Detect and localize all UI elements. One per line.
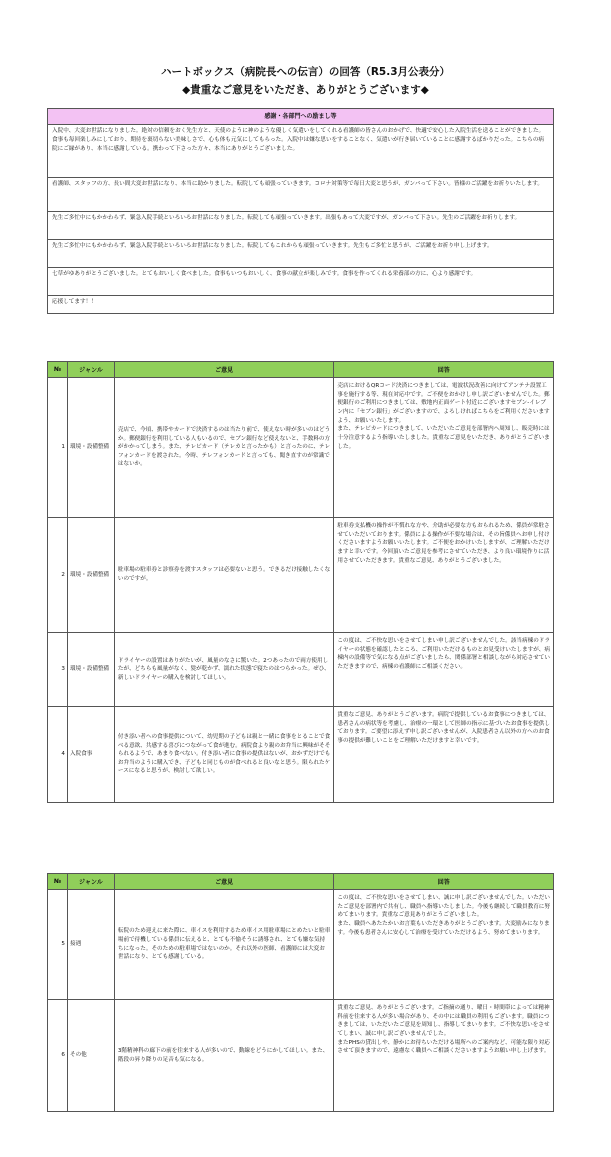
row-no: 5 <box>48 890 68 1000</box>
thanks-item: 先生ご多忙中にもかかわらず、緊急入院手続といろいろお世話になりました。転院しても頑張っていきます。出張もあって大変ですが、ガンバって下さい。先生のご活躍をお祈りします。 <box>48 212 554 240</box>
table-row <box>48 378 554 518</box>
row-no: 4 <box>48 707 68 803</box>
page-subtitle: ◆貴重なご意見をいただき、ありがとうございます◆ <box>182 84 429 96</box>
thanks-item: 看護師、スタッフの方、長い間大変お世話になり、本当に助かりました。転院しても頑張っていきます。コロナ対策等で毎日大変と思うが、ガンバって下さい。皆様のご活躍をお祈りいたします。 <box>48 178 554 212</box>
qa-table-1 <box>47 361 554 803</box>
qa-table-2 <box>47 873 554 1112</box>
header-no: № <box>48 362 68 378</box>
thanks-item: 先生ご多忙中にもかかわらず、緊急入院手続といろいろお世話になりました。転院してもこれからも頑張っていきます。先生もご多忙と思うが、ご活躍をお祈り申し上げます。 <box>48 240 554 268</box>
header-response: 回答 <box>334 874 554 890</box>
header-no: № <box>48 874 68 890</box>
row-no: 2 <box>48 518 68 633</box>
row-response: この度は、ご不快な思いをさせてしまい申し訳ございませんでした。該当病棟のドライヤーの状態を確認したところ、ご利用いただけるものとお見受けいたしますが、病棟内の設備等で気になる点がございましたら、関係部署と相談しながら対応させていただきますので、病棟の看護師にご相談ください。 <box>334 633 554 707</box>
thanks-table <box>47 108 554 314</box>
thanks-item: 応援してます！！ <box>48 296 554 314</box>
header-genre: ジャンル <box>67 362 114 378</box>
row-no: 3 <box>48 633 68 707</box>
thanks-item: 七草がゆありがとうございました。とてもおいしく食べました。食事もいつもおいしく、食事の献立が楽しみです。食事を作ってくれる栄養部の方に、心より感謝です。 <box>48 268 554 296</box>
table-row <box>48 1000 554 1112</box>
row-opinion: 駐車場の駐車券と診察券を渡すスタッフは必要ないと思う。できるだけ接触したくないのですが。 <box>114 518 334 633</box>
row-opinion: 売店で、今頃、携帯やカードで決済するのは当たり前で、使えない時が多いのはどうか。郵便銀行を利用している人もいるので、セブン銀行など使えないと、手数料の方がかかってしまう。また、テレビカード（テレカと言ったかも）と言ったのに、テレフォンカードを渡された。今時、テレフォンカードと言っても、聞き直すのが常識ではないか。 <box>114 378 334 518</box>
row-genre: その他 <box>67 1000 114 1112</box>
table-row <box>48 633 554 707</box>
row-no: 6 <box>48 1000 68 1112</box>
row-opinion: ドライヤーの設置はありがたいが、風量のなさに驚いた。2つあったので両方使用したが、どちらも風量がなく、髪が乾かず、濡れた状態で寝たのはつらかった。ぜひ、新しいドライヤーの購入を検討してほしい。 <box>114 633 334 707</box>
row-genre: 環境・設備整備 <box>67 378 114 518</box>
header-response: 回答 <box>334 362 554 378</box>
row-genre: 環境・設備整備 <box>67 518 114 633</box>
row-response: 貴重なご意見、ありがとうございます。病院で提供しているお食事につきましては、患者さんの病状等を考慮し、治療の一環として医師の指示に基づいたお食事を提供しております。ご要望に添えず申し訳ございませんが、入院患者さん以外の方へのお食事の提供が難しいことをご理解いただけますと幸いです。 <box>334 707 554 803</box>
thanks-heading: 感謝・各部門への励まし等 <box>48 109 554 125</box>
row-genre: 環境・設備整備 <box>67 633 114 707</box>
table-row <box>48 707 554 803</box>
header-genre: ジャンル <box>67 874 114 890</box>
row-genre: 入院食事 <box>67 707 114 803</box>
row-opinion: 転院のため迎えに来た際に、車イスを利用するため車イス用駐車場にとめたいと駐車場前で待機している係員に伝えると、とても不愉そうに誘導され、とても嫌な気持ちになった。そのための駐車場ではないのか。それ以外の医師、看護師には大変お世話になり、とても感謝している。 <box>114 890 334 1000</box>
header-opinion: ご意見 <box>114 362 334 378</box>
thanks-item: 入院中、大変お世話になりました。絶対の信頼をおく先生方と、天使のように神のような優しく気遣いをしてくれる看護師の皆さんのおかげで、快適で安心した入院生活を送ることができました。食事も毎回楽しみにしており、期待を裏切らない美味しさで、心も体も元気にしてもらった。入院中は嫌な思いをすることなく、気遣いが行き届いていることに感謝するばかりだった。こちらの病院にご縁があり、本当に感謝している。携わって下さった方々、本当にありがとうございました。 <box>48 125 554 178</box>
table-row <box>48 518 554 633</box>
row-genre: 接遇 <box>67 890 114 1000</box>
row-response: 売店におけるQRコード決済につきましては、電波状況改善に向けてアンテナ設置工事を施行する等、現在対応中です。ご不便をおかけし申し訳ございませんでした。郵便銀行のご利用につきましては、敷地内正面ゲート付近にございますセブン-イレブン内に「セブン銀行」がございますので、よろしければこちらをご利用くださいますよう、お願いいたします。 また、テレビカードにつきまして、いただいたご意見を部署内へ周知し、販売時には十分注意するよう指導いたしました。貴重なご意見をいただき、ありがとうございました。 <box>334 378 554 518</box>
row-opinion: 付き添い者への食事提供について、幼児期の子どもは親と一緒に食事をとることで食べる意欲、共感する喜びにつながって食が進む。病院食より親のお弁当に興味がそそられるようで、あまり食べない。付き添い者に食事の提供はないが、おかずだけでもお弁当のように購入でき、子どもと同じものが食べれると良いなと思う。限られたケースになると思うが、検討して欲しい。 <box>114 707 334 803</box>
row-response: 貴重なご意見、ありがとうございます。ご指摘の通り、曜日・時間帯によっては精神科前を往来する人が多い場合があり、その中には職員の利用もございます。職員につきましては、いただいたご意見を周知し、指導してまいります。ご不快な思いをさせてしまい、誠に申し訳ございませんでした。 またPHSの貸出しや、静かにお待ちいただける場所へのご案内など、可能な限り対応させて頂きますので、遠慮なく職員へご相談くださいますようお願い申し上げます。 <box>334 1000 554 1112</box>
row-response: この度は、ご不快な思いをさせてしまい、誠に申し訳ございませんでした。いただいたご意見を部署内で共有し、職員へ指導いたしました。今後も継続して職員教育に努めてまいります。貴重なご意見ありがとうございました。 また、職員へあたたかいお言葉もいただきありがとうございます。大変励みになります。今後も患者さんに安心して治療を受けていただけるよう、努めてまいります。 <box>334 890 554 1000</box>
row-response: 駐車券支払機の操作が不慣れな方や、介助が必要な方もおられるため、係員が常駐させていただいております。係員による操作が不要な場合は、その旨係員へお申し付けくださいますようお願いいたします。ご不便をおかけいたしますが、ご理解いただけますと幸いです。今回頂いたご意見を参考にさせていただき、より良い環境作りに活用させていただきます。貴重なご意見、ありがとうございました。 <box>334 518 554 633</box>
header-opinion: ご意見 <box>114 874 334 890</box>
row-opinion: 3階精神科の廊下の前を往来する人が多いので、動線をどうにかしてほしい。また、階段の昇り降りの足音も気になる。 <box>114 1000 334 1112</box>
table-row <box>48 890 554 1000</box>
row-no: 1 <box>48 378 68 518</box>
page-title: ハートボックス（病院長への伝言）の回答（R5.3月公表分） <box>160 66 451 78</box>
